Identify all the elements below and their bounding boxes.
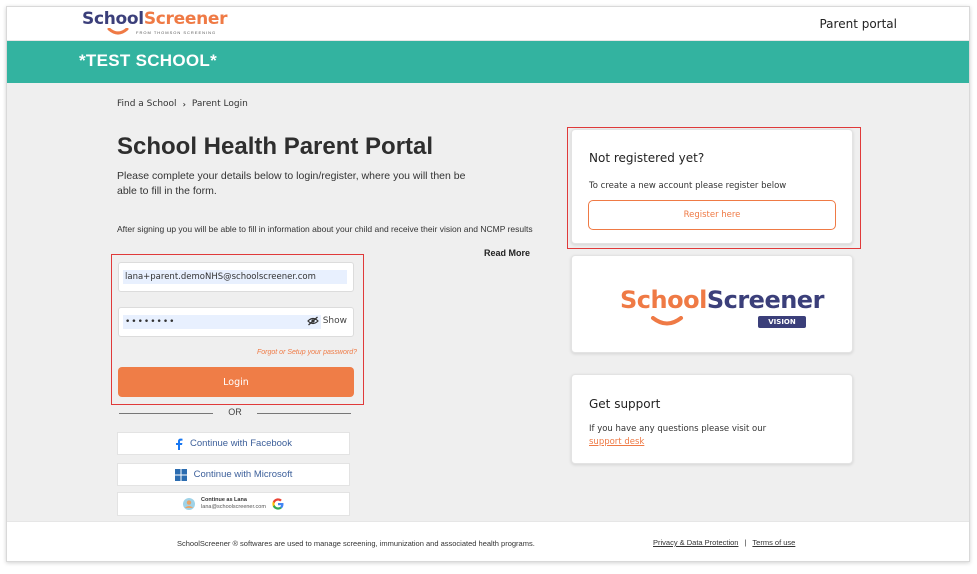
footer [7, 521, 969, 562]
email-field-wrapper [118, 262, 354, 292]
google-account-email: lana@schoolscreener.com [201, 504, 266, 510]
password-field-wrapper [118, 307, 354, 337]
facebook-icon [175, 438, 183, 450]
register-title: Not registered yet? [589, 151, 705, 165]
logo-part1: School [82, 9, 144, 29]
show-password-toggle[interactable] [307, 316, 347, 326]
support-desk-link[interactable]: support desk [589, 437, 645, 447]
divider-line-right [257, 413, 351, 414]
register-button[interactable]: Register here [588, 200, 836, 230]
login-form [111, 254, 364, 405]
support-text: If you have any questions please visit our [589, 424, 767, 434]
support-title: Get support [589, 397, 661, 411]
show-label: Show [322, 316, 347, 326]
email-field[interactable] [123, 270, 347, 284]
breadcrumb-find-school[interactable]: Find a School [117, 99, 177, 109]
login-button[interactable]: Login [118, 367, 354, 397]
footer-link-separator: | [744, 538, 747, 547]
continue-with-microsoft-button[interactable] [117, 463, 350, 486]
facebook-label: Continue with Facebook [190, 438, 292, 449]
support-text-block [589, 423, 766, 449]
google-icon [272, 498, 284, 510]
user-avatar-icon [183, 498, 195, 510]
vision-logo-card [571, 255, 853, 353]
school-banner [7, 41, 969, 83]
after-signup-text: After signing up you will be able to fill in information about your child and receive their vision and NCMP results [117, 224, 533, 234]
or-divider [119, 407, 351, 419]
page-title: School Health Parent Portal [117, 133, 434, 160]
schoolscreener-vision-logo [620, 286, 824, 326]
school-name: *TEST SCHOOL* [79, 51, 218, 70]
smile-icon [107, 28, 129, 36]
terms-link[interactable]: Terms of use [752, 538, 796, 547]
forgot-password-link[interactable]: Forgot or Setup your password? [257, 349, 357, 356]
breadcrumb-parent-login: Parent Login [191, 99, 248, 109]
microsoft-icon [175, 469, 187, 481]
register-text: To create a new account please register below [589, 181, 787, 191]
read-more-link[interactable]: Read More [484, 248, 531, 258]
browser-frame [6, 6, 970, 562]
logo-part2: Screener [143, 9, 228, 29]
footer-text: SchoolScreener ® softwares are used to manage screening, immunization and associated health programs. [177, 539, 535, 548]
logo-tagline: FROM THOMSON SCREENING [136, 30, 217, 35]
intro-text: Please complete your details below to login/register, where you will then be able to fill in the form. [117, 170, 466, 197]
google-account-name: Continue as Lana [201, 497, 247, 503]
privacy-link[interactable]: Privacy & Data Protection [653, 538, 739, 547]
continue-with-google-button[interactable] [117, 492, 350, 516]
footer-links [653, 538, 795, 547]
breadcrumb [117, 99, 248, 109]
support-card [571, 374, 853, 464]
vision-logo-part2: Screener [706, 286, 824, 314]
eye-off-icon [307, 316, 319, 326]
microsoft-label: Continue with Microsoft [193, 469, 293, 480]
top-bar [7, 7, 969, 41]
vision-badge: VISION [758, 316, 806, 328]
continue-with-facebook-button[interactable] [117, 432, 350, 455]
smile-icon [650, 316, 684, 327]
schoolscreener-logo[interactable] [82, 9, 228, 35]
register-card [571, 129, 853, 244]
or-label: OR [228, 407, 242, 417]
chevron-right-icon: › [182, 99, 186, 109]
portal-label: Parent portal [819, 17, 897, 31]
password-field[interactable] [123, 315, 321, 329]
vision-logo-part1: School [620, 286, 707, 314]
